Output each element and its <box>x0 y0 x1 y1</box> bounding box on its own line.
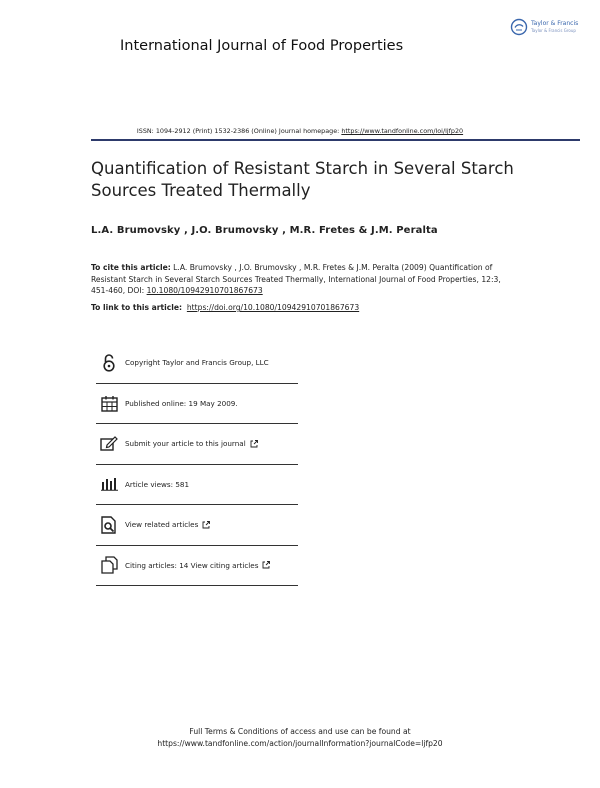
external-link-icon <box>262 561 270 569</box>
citing-row[interactable] <box>96 546 298 587</box>
article-link-url[interactable]: https://doi.org/10.1080/10942910701867673 <box>186 303 360 312</box>
external-link-icon <box>202 521 210 529</box>
article-title: Quantification of Resistant Starch in Several Starch Sources Treated Thermally <box>91 159 514 200</box>
article-info-panel <box>96 343 298 586</box>
related-text[interactable]: View related articles <box>125 520 199 530</box>
taylor-francis-logo-icon <box>510 18 528 36</box>
related-row[interactable] <box>96 505 298 546</box>
doi-link[interactable]: 10.1080/10942910701867673 <box>146 286 263 295</box>
citation-block <box>91 262 511 297</box>
calendar-icon <box>100 394 118 412</box>
footer-terms-text: Full Terms & Conditions of access and use can be found at <box>189 727 411 736</box>
header-divider <box>91 139 580 141</box>
citing-articles-icon <box>100 556 118 574</box>
article-link-label: To link to this article: <box>91 303 183 312</box>
open-access-lock-icon <box>100 354 118 372</box>
copyright-text: Copyright Taylor and Francis Group, LLC <box>125 358 269 368</box>
views-row <box>96 465 298 506</box>
article-authors: L.A. Brumovsky , J.O. Brumovsky , M.R. Fretes & J.M. Peralta <box>91 225 438 236</box>
submit-text[interactable]: Submit your article to this journal <box>125 439 246 449</box>
journal-homepage-link[interactable]: https://www.tandfonline.com/loi/ljfp20 <box>341 127 464 135</box>
citation-text: L.A. Brumovsky , J.O. Brumovsky , M.R. Fretes & J.M. Peralta (2009) Quantification of Resistant Starch in Several Starch Sources Treated Thermally, International Journal of Food Properties, 12:3, 451-460, DOI: <box>91 263 501 295</box>
publisher-logo[interactable] <box>510 16 585 38</box>
copyright-row <box>96 343 298 384</box>
submit-row[interactable] <box>96 424 298 465</box>
issn-line <box>0 127 600 135</box>
views-text: Article views: 581 <box>125 479 190 489</box>
published-text: Published online: 19 May 2009. <box>125 398 238 408</box>
footer-terms-url[interactable]: https://www.tandfonline.com/action/journalInformation?journalCode=ljfp20 <box>157 739 443 748</box>
external-link-icon <box>250 440 258 448</box>
related-articles-icon <box>100 516 118 534</box>
logo-text-line2: Taylor & Francis Group <box>531 28 576 33</box>
citation-label: To cite this article: <box>91 263 171 272</box>
footer <box>0 726 600 750</box>
article-link-block <box>91 303 359 312</box>
citing-text[interactable]: Citing articles: 14 View citing articles <box>125 560 259 570</box>
bar-chart-icon <box>100 475 118 493</box>
edit-pencil-icon <box>100 435 118 453</box>
logo-text-line1: Taylor & Francis <box>531 20 579 27</box>
issn-text: ISSN: 1094-2912 (Print) 1532-2386 (Online) Journal homepage: <box>136 127 342 135</box>
published-row <box>96 384 298 425</box>
journal-title: International Journal of Food Properties <box>120 38 404 54</box>
